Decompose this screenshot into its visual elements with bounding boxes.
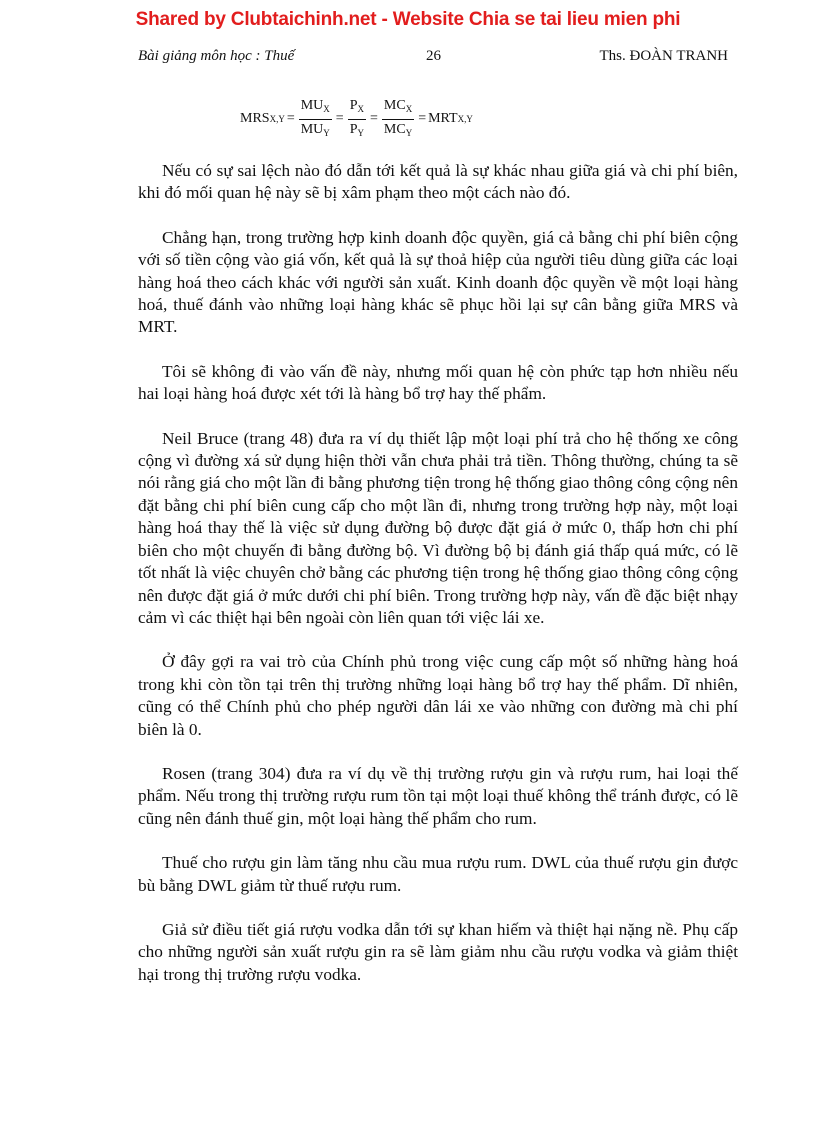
author-name: Ths. ĐOÀN TRANH xyxy=(599,48,728,64)
paragraph: Neil Bruce (trang 48) đưa ra ví dụ thiết lập một loại phí trả cho hệ thống xe công cộng vì đường xá sử dụng hiện thời vẫn chưa phải trả tiền. Thông thường, chúng ta sẽ nói rằng giá cho một lần đi bằng phương tiện trong hệ thống giao thông công cộng nên đặt bằng chi phí biên cung cấp cho một lần đi, nhưng trong trường hợp này, một loại hàng hoá thay thế là việc sử dụng đường bộ được đặt giá ở mức 0, thấp hơn chi phí biên cho một chuyến đi bằng đường bộ. Vì đường bộ bị đánh giá thấp quá mức, có lẽ tốt nhất là việc chuyên chở bằng các phương tiện trong hệ thống giao thông công cộng nên được đặt giá ở mức dưới chi phí biên. Trong trường hợp này, vấn đề đặc biệt nhạy cảm vì các thiệt hại bên ngoài còn liên quan tới việc lái xe. xyxy=(138,428,738,627)
paragraph: Thuế cho rượu gin làm tăng nhu cầu mua rượu rum. DWL của thuế rượu gin được bù bằng DWL giảm từ thuế rượu rum. xyxy=(138,853,738,895)
body-text xyxy=(138,160,738,1008)
equals-sign: = xyxy=(370,111,378,126)
paragraph: Tôi sẽ không đi vào vấn đề này, nhưng mối quan hệ còn phức tạp hơn nhiều nếu hai loại hàng hoá được xét tới là hàng bổ trợ hay thế phẩm. xyxy=(138,361,738,404)
paragraph: Giả sử điều tiết giá rượu vodka dẫn tới sự khan hiếm và thiệt hại nặng nề. Phụ cấp cho những người sản xuất rượu gin ra sẽ làm giảm nhu cầu rượu vodka và giảm thiệt hại trong thị trường rượu vodka. xyxy=(138,919,738,984)
equals-sign: = xyxy=(335,111,344,126)
page-header xyxy=(138,48,734,68)
formula-lhs: MRS X,Y xyxy=(240,111,285,126)
fraction-price: $\frac{P_X}{P_Y}$ xyxy=(349,97,364,138)
paragraph: Chẳng hạn, trong trường hợp kinh doanh độc quyền, giá cả bằng chi phí biên cộng với số tiền cộng vào giá vốn, kết quả là sự thoả hiệp của người tiêu dùng giữa các loại hàng hoá theo cách khác với người sản xuất. Kinh doanh độc quyền về một loại hàng hoá, thuế đánh vào những loại hàng khác sẽ phục hồi lại sự cân bằng giữa MRS và MRT. xyxy=(138,227,738,337)
paragraph: Rosen (trang 304) đưa ra ví dụ về thị trường rượu gin và rượu rum, hai loại thế phẩm. Nếu trong thị trường rượu rum tồn tại một loại thuế không thể tránh được, có lẽ cũng nên đánh thuế gin, một loại hàng thế phẩm cho rum. xyxy=(138,763,738,828)
watermark-banner: Shared by Clubtaichinh.net - Website Chia se tai lieu mien phi xyxy=(135,9,681,30)
mrs-mrt-formula xyxy=(240,96,473,142)
course-title: Bài giảng môn học : Thuế xyxy=(138,48,295,64)
equals-sign: = xyxy=(286,111,295,126)
page-number: 26 xyxy=(426,48,441,64)
fraction-marginal-cost: $\frac{MC_X}{MC_Y}$ xyxy=(383,97,413,138)
equals-sign: = xyxy=(418,111,427,126)
paragraph: Ở đây gợi ra vai trò của Chính phủ trong việc cung cấp một số những hàng hoá trong khi còn tồn tại trên thị trường những loại hàng bổ trợ hay thế phẩm. Dĩ nhiên, cũng có thể Chính phủ cho phép người dân lái xe vào những con đường mà chi phí biên là 0. xyxy=(138,652,738,739)
fraction-marginal-utility: $\frac{MU_X}{MU_Y}$ xyxy=(300,97,330,138)
paragraph: Nếu có sự sai lệch nào đó dẫn tới kết quả là sự khác nhau giữa giá và chi phí biên, khi đó mối quan hệ này sẽ bị xâm phạm theo một cách nào đó. xyxy=(138,161,738,203)
formula-rhs: MRT X,Y xyxy=(428,111,473,126)
